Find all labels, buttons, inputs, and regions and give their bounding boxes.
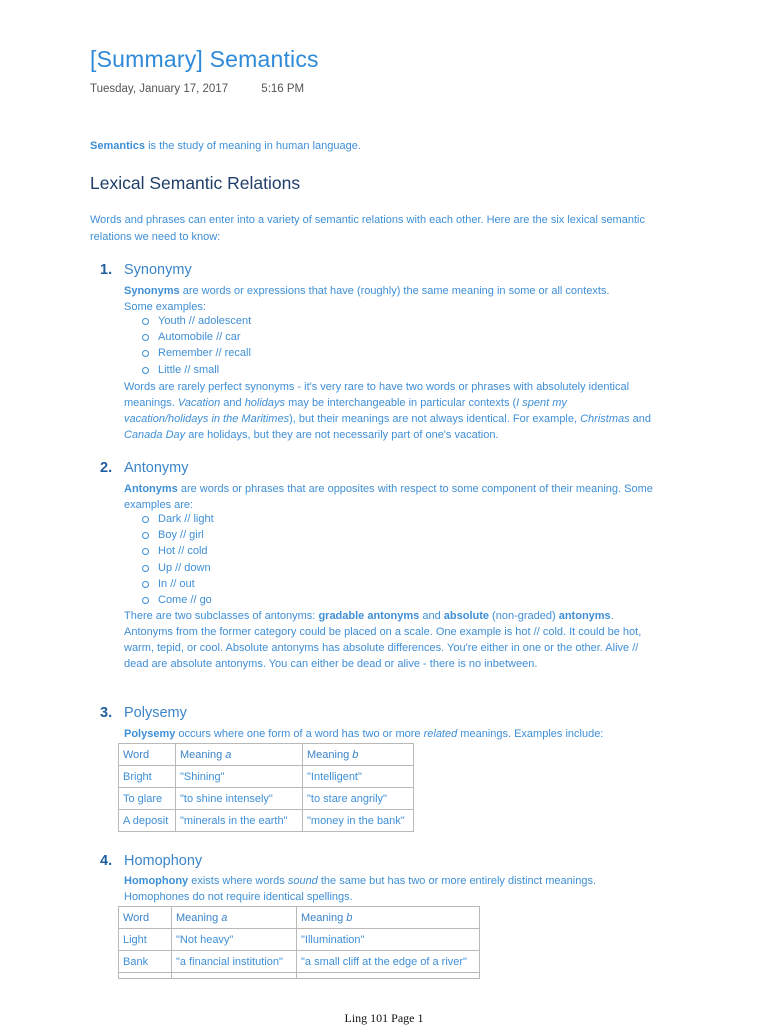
antonymy-note-absolute: absolute [443,610,489,622]
column-header: Word [119,744,176,766]
list-item: Up // down [140,560,214,576]
table-cell: "Intelligent" [303,766,414,788]
column-header: Word [119,907,172,929]
synonymy-examples-label: Some examples: [124,301,206,313]
header-variable: b [346,911,353,924]
table-cell: "money in the bank" [303,810,414,832]
synonymy-note-vacation: Vacation [177,397,221,409]
table-cell: Bright [119,766,176,788]
polysemy-def-a: occurs where one form of a word has two or more [175,728,424,740]
table-cell: "Not heavy" [172,929,297,951]
header-variable: b [352,748,359,761]
synonymy-note-and2: and [629,413,652,425]
antonymy-term: Antonyms [124,483,178,495]
synonymy-heading [100,262,192,278]
antonymy-number: 2. [100,460,113,476]
table-cell: A deposit [119,810,176,832]
synonymy-number: 1. [100,262,113,278]
antonymy-note [124,608,654,672]
antonymy-title: Antonymy [124,460,189,476]
note-time: 5:16 PM [261,83,305,95]
synonymy-note-d: are holidays, but they are not necessarily part of one's vacation. [185,429,499,441]
header-label: Meaning [307,748,353,761]
synonymy-term: Synonyms [124,285,180,297]
table-cell: "a small cliff at the edge of a river" [297,951,480,973]
polysemy-heading [100,705,187,721]
synonymy-definition [124,283,654,315]
table-row [119,766,414,788]
column-header [297,907,480,929]
header-label: Meaning [180,748,226,761]
table-cell: "to stare angrily" [303,788,414,810]
antonymy-note-rest: . Antonyms from the former category could be placed on a scale. One example is hot // cold. It could be hot, warm, tepid, or cool. Absolute antonyms has absolute differences. You're either in one or the other. Alive // dead are absolute antonyms. You can either be dead or alive - there is no inbetween. [124,610,642,670]
homophony-title: Homophony [124,853,203,869]
homophony-table [118,906,480,979]
column-header [172,907,297,929]
page-title: [Summary] Semantics [90,46,319,72]
intro-sentence [90,140,361,152]
table-cell: "Shining" [176,766,303,788]
table-header-row [119,907,480,929]
list-item: Boy // girl [140,527,214,543]
synonymy-note-quote: I spent my vacation/holidays in the Maritimes [124,397,567,425]
antonymy-note-gradable: gradable antonyms [318,610,420,622]
header-label: Meaning [301,911,347,924]
polysemy-term: Polysemy [124,728,176,740]
list-item: Remember // recall [140,345,251,361]
table-cell: Bank [119,951,172,973]
header-variable: a [225,748,232,761]
intro-rest: is the study of meaning in human language. [145,140,361,152]
synonymy-note-christmas: Christmas [580,413,630,425]
column-header [303,744,414,766]
header-label: Meaning [176,911,222,924]
homophony-definition [124,873,654,905]
homophony-def-sound: sound [287,875,318,887]
list-item: In // out [140,576,214,592]
antonymy-note-antonyms: antonyms [558,610,611,622]
polysemy-def-related: related [423,728,458,740]
table-cell: "Illumination" [297,929,480,951]
list-item: Hot // cold [140,543,214,559]
polysemy-title: Polysemy [124,705,187,721]
homophony-term: Homophony [124,875,189,887]
antonymy-note-and: and [419,610,444,622]
table-cell: "minerals in the earth" [176,810,303,832]
synonymy-note-canada: Canada Day [124,429,186,441]
synonymy-title: Synonymy [124,262,192,278]
column-header [176,744,303,766]
synonymy-note-b: may be interchangeable in particular contexts ( [285,397,517,409]
table-row [119,810,414,832]
table-cell [297,973,480,979]
synonymy-note-and: and [220,397,245,409]
table-cell: Light [119,929,172,951]
date-time [90,83,304,95]
note-date: Tuesday, January 17, 2017 [90,83,229,95]
antonymy-examples [140,511,214,608]
polysemy-def-b: meanings. Examples include: [457,728,604,740]
synonymy-note-c: ), but their meanings are not always identical. For example, [289,413,581,425]
list-item: Little // small [140,362,251,378]
homophony-def-a: exists where words [188,875,288,887]
table-row [119,951,480,973]
synonymy-note-holidays: holidays [244,397,286,409]
table-row [119,973,480,979]
section-heading: Lexical Semantic Relations [90,173,301,193]
table-row [119,788,414,810]
list-item: Come // go [140,592,214,608]
synonymy-def-rest: are words or expressions that have (roughly) the same meaning in some or all contexts. [179,285,610,297]
polysemy-table [118,743,414,832]
intro-term: Semantics [90,140,146,152]
antonymy-note-nongraded: (non-graded) [489,610,559,622]
antonymy-note-a: There are two subclasses of antonyms: [124,610,319,622]
synonymy-examples [140,313,251,378]
antonymy-definition [124,481,654,513]
table-cell [119,973,172,979]
homophony-number: 4. [100,853,113,869]
page-footer: Ling 101 Page 1 [344,1011,424,1025]
table-cell: To glare [119,788,176,810]
table-cell: "a financial institution" [172,951,297,973]
list-item: Dark // light [140,511,214,527]
list-item: Automobile // car [140,329,251,345]
homophony-def-b: the same but has two or more entirely distinct meanings. [317,875,596,887]
homophony-heading [100,853,202,869]
antonymy-def-rest: are words or phrases that are opposites with respect to some component of their meaning. Some examples are: [124,483,653,511]
table-row [119,929,480,951]
homophony-def-line2: Homophones do not require identical spellings. [124,891,353,903]
header-variable: a [221,911,228,924]
polysemy-number: 3. [100,705,113,721]
synonymy-note-a: Words are rarely perfect synonyms - it's very rare to have two words or phrases with absolutely identical meanings. [124,381,630,409]
lead-paragraph: Words and phrases can enter into a variety of semantic relations with each other. Here are the six lexical semantic relations we need to know: [90,214,645,243]
list-item: Youth // adolescent [140,313,251,329]
synonymy-note [124,379,654,443]
table-header-row [119,744,414,766]
antonymy-heading [100,460,188,476]
table-cell [172,973,297,979]
table-cell: "to shine intensely" [176,788,303,810]
polysemy-definition [124,726,654,742]
